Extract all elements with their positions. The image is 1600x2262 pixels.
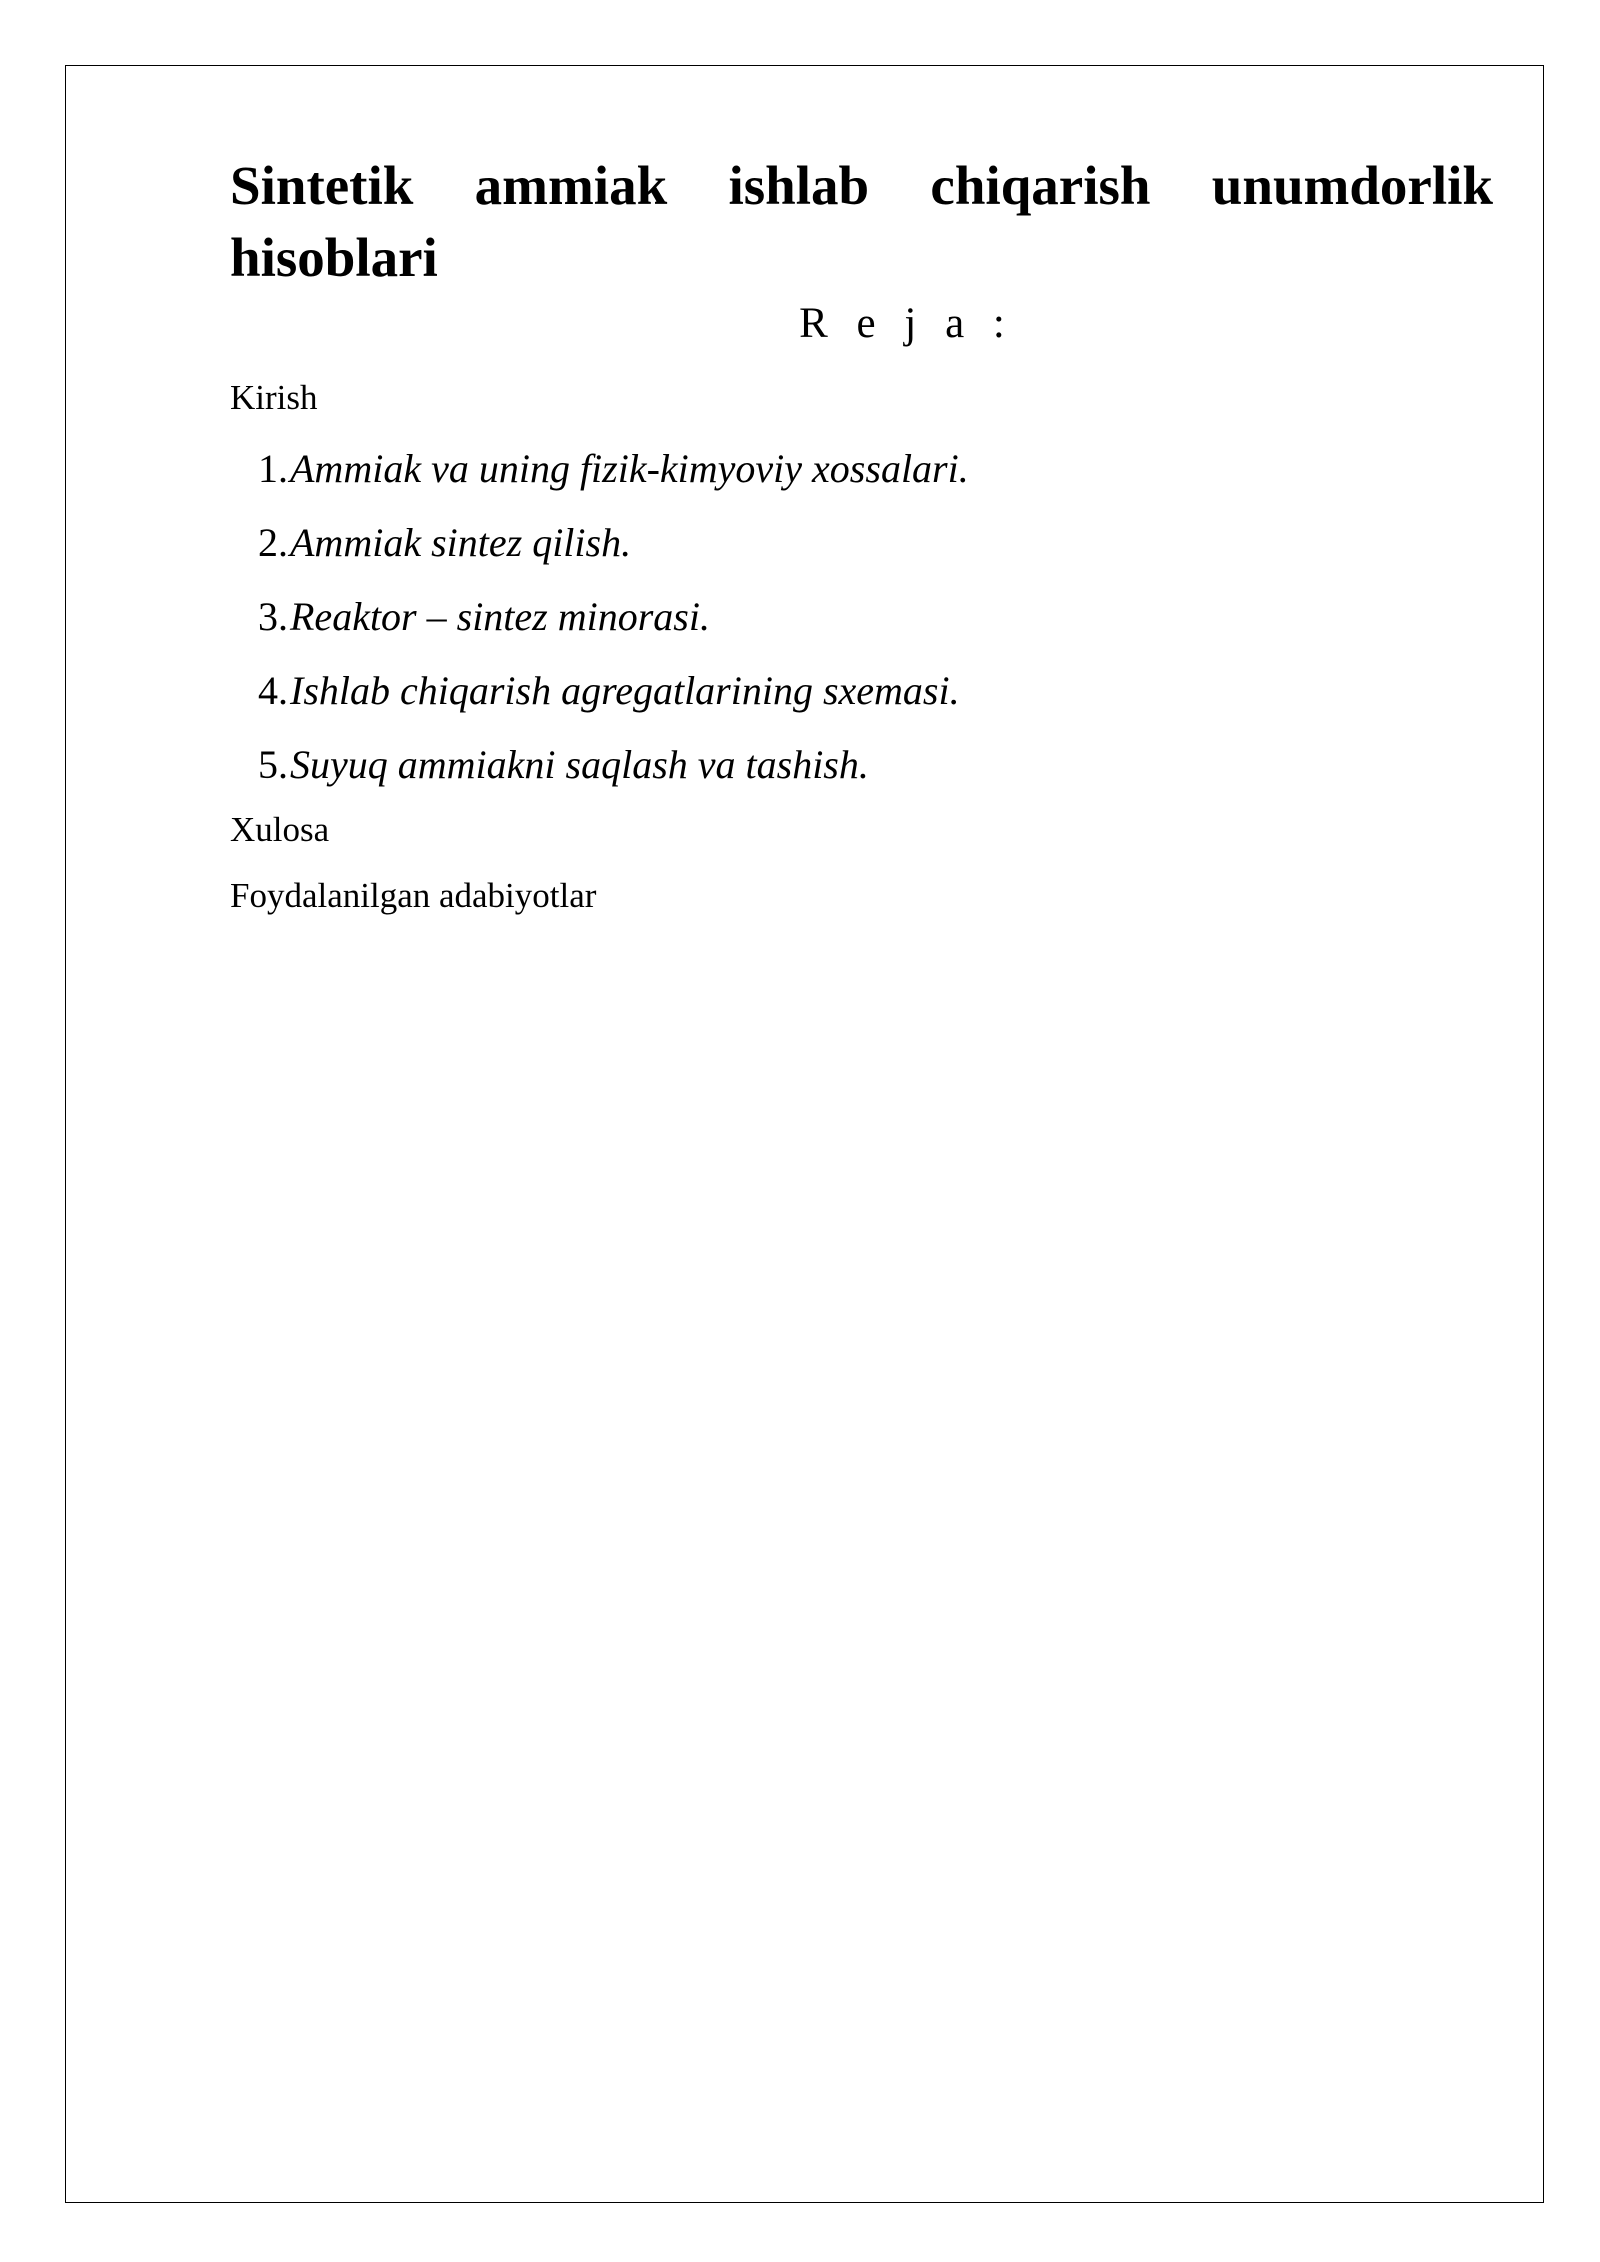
plan-item-text: Suyuq ammiakni saqlash va tashish.: [290, 742, 869, 787]
plan-item-number: 2.: [258, 520, 288, 565]
plan-item-number: 5.: [258, 742, 288, 787]
plan-item-text: Reaktor – sintez minorasi.: [290, 594, 710, 639]
plan-item-text: Ammiak va uning fizik-kimyoviy xossalari.: [290, 446, 969, 491]
plan-item-text: Ammiak sintez qilish.: [290, 520, 632, 565]
conclusion-line: Xulosa: [230, 810, 330, 849]
plan-item: [230, 664, 1493, 718]
plan-item: [230, 738, 1493, 792]
document-title: Sintetik ammiak ishlab chiqarish unumdorlik hisoblari: [230, 155, 1493, 288]
plan-item: [230, 516, 1493, 570]
plan-item-text: Ishlab chiqarish agregatlarining sxemasi.: [290, 668, 960, 713]
references-line: Foydalanilgan adabiyotlar: [230, 876, 597, 915]
plan-item: [230, 442, 1493, 496]
plan-heading: R e j a :: [799, 300, 1014, 347]
plan-list: [230, 442, 1493, 792]
plan-item-number: 3.: [258, 594, 288, 639]
document-body: [230, 150, 1493, 920]
plan-item-number: 1.: [258, 446, 288, 491]
plan-item-number: 4.: [258, 668, 288, 713]
intro-line: Kirish: [230, 378, 318, 417]
plan-item: [230, 590, 1493, 644]
